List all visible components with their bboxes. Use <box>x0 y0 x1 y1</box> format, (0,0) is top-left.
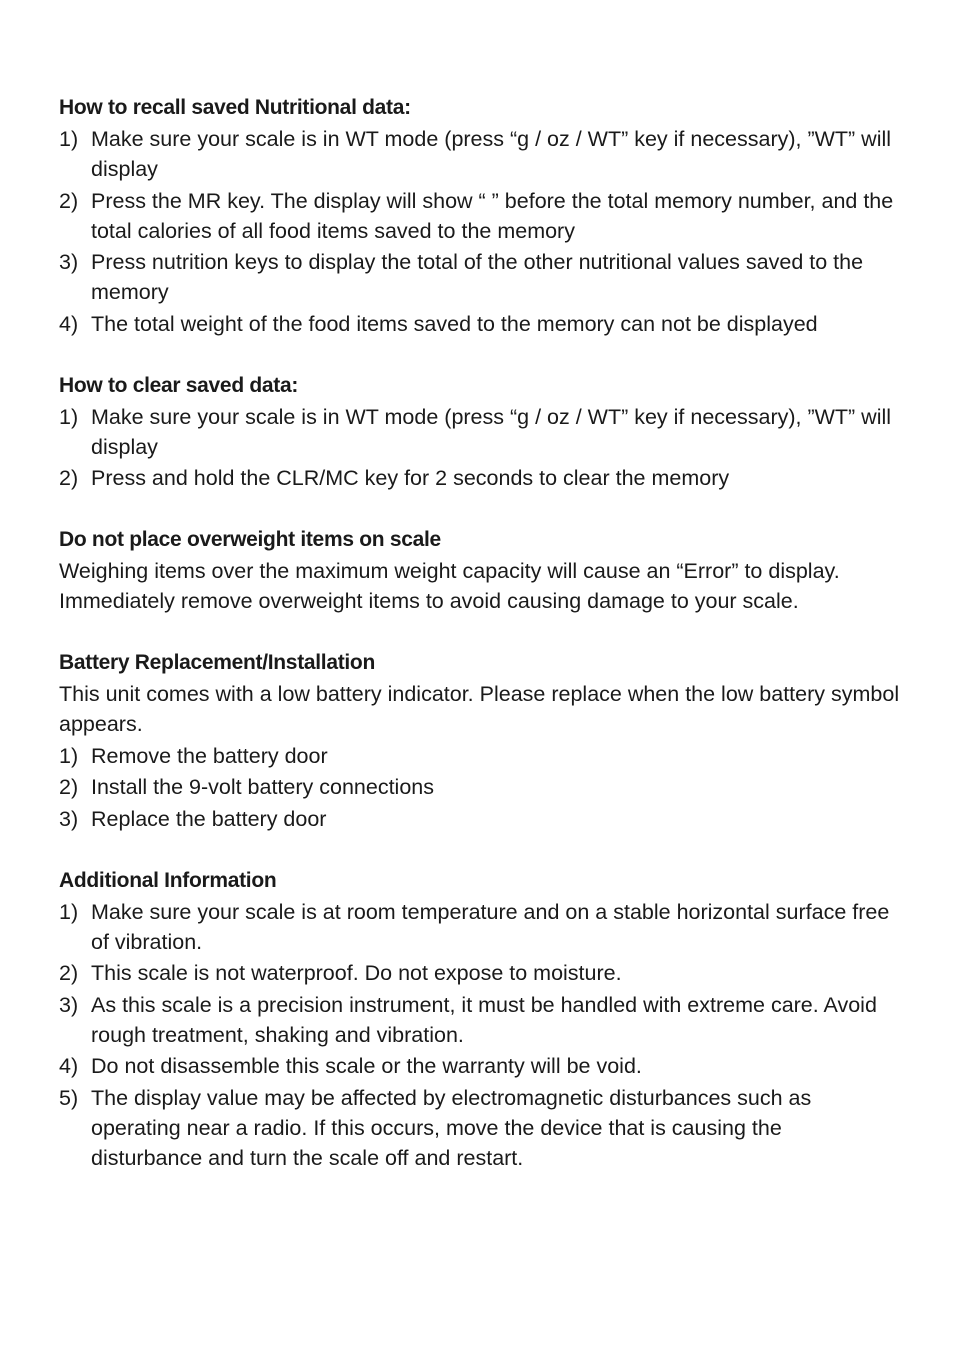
step-number: 3) <box>59 992 79 1017</box>
list-item <box>59 772 909 802</box>
document-page <box>59 92 909 1204</box>
step-text: The display value may be affected by electromagnetic disturbances such as operating near a radio. If this occurs, move the device that is causing the disturbance and turn the scale off and restart. <box>91 1085 812 1170</box>
section-paragraph: Weighing items over the maximum weight capacity will cause an “Error” to display. Immediately remove overweight items to avoid causing damage to your scale. <box>59 559 840 613</box>
step-number: 2) <box>59 775 79 799</box>
section-paragraph: This unit comes with a low battery indicator. Please replace when the low battery symbol appears. <box>59 682 900 736</box>
step-text: Make sure your scale is in WT mode (press “g / oz / WT” key if necessary), ”WT” will display <box>91 404 892 459</box>
step-number: 3) <box>59 250 79 274</box>
step-number: 1) <box>59 743 79 768</box>
step-number: 1) <box>59 899 79 924</box>
list-item <box>59 804 909 834</box>
section-overweight-warning <box>59 524 909 616</box>
section-recall-nutritional-data <box>59 92 909 339</box>
section-heading: How to clear saved data: <box>59 373 299 397</box>
step-text: Press nutrition keys to display the total of the other nutritional values saved to the memory <box>91 250 864 304</box>
step-text: Remove the battery door <box>91 743 328 768</box>
step-text: Make sure your scale is in WT mode (press “g / oz / WT” key if necessary), ”WT” will display <box>91 127 892 181</box>
steps-list <box>59 124 909 339</box>
step-text: Make sure your scale is at room temperature and on a stable horizontal surface free of vibration. <box>91 899 890 954</box>
list-item <box>59 741 909 771</box>
step-text: Install the 9-volt battery connections <box>91 775 434 799</box>
step-number: 2) <box>59 961 79 985</box>
list-item <box>59 990 909 1050</box>
list-item <box>59 897 909 957</box>
step-text: As this scale is a precision instrument, it must be handled with extreme care. Avoid rough treatment, shaking and vibration. <box>91 992 877 1047</box>
list-item <box>59 309 909 339</box>
step-number: 3) <box>59 806 79 831</box>
list-item <box>59 247 909 307</box>
list-item <box>59 186 909 246</box>
list-item <box>59 958 909 988</box>
step-text: Press the MR key. The display will show “ ” before the total memory number, and the total calories of all food items saved to the memory <box>91 188 894 243</box>
steps-list <box>59 741 909 834</box>
step-text: Do not disassemble this scale or the warranty will be void. <box>91 1054 642 1078</box>
section-heading: Additional Information <box>59 868 277 892</box>
step-number: 2) <box>59 188 79 213</box>
section-heading: Battery Replacement/Installation <box>59 651 375 674</box>
step-number: 4) <box>59 311 79 336</box>
list-item <box>59 124 909 184</box>
step-number: 4) <box>59 1054 79 1078</box>
section-battery-replacement <box>59 647 909 834</box>
step-text: Press and hold the CLR/MC key for 2 seconds to clear the memory <box>91 466 730 490</box>
section-heading: How to recall saved Nutritional data: <box>59 96 411 119</box>
step-text: Replace the battery door <box>91 806 327 831</box>
step-text: This scale is not waterproof. Do not expose to moisture. <box>91 961 622 985</box>
list-item <box>59 463 909 493</box>
list-item <box>59 1083 909 1173</box>
section-heading: Do not place overweight items on scale <box>59 528 441 551</box>
list-item <box>59 1051 909 1081</box>
step-text: The total weight of the food items saved to the memory can not be displayed <box>91 311 818 336</box>
steps-list <box>59 402 909 494</box>
steps-list <box>59 897 909 1173</box>
step-number: 5) <box>59 1085 79 1110</box>
list-item <box>59 402 909 462</box>
section-additional-information <box>59 865 909 1173</box>
step-number: 1) <box>59 127 79 151</box>
step-number: 2) <box>59 466 79 490</box>
step-number: 1) <box>59 404 79 429</box>
section-clear-saved-data <box>59 370 909 494</box>
